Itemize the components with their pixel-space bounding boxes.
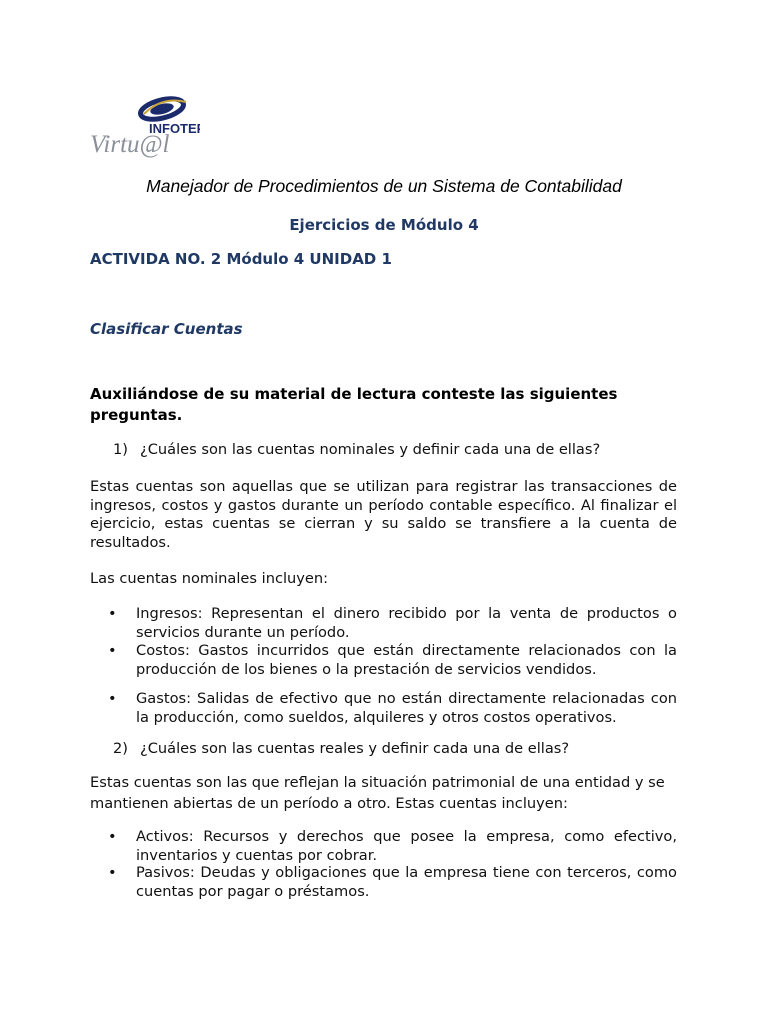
instructions: Auxiliándose de su material de lectura conteste las siguientes preguntas.	[90, 385, 618, 424]
question-number: 2)	[113, 740, 128, 757]
section-title: Clasificar Cuentas	[90, 320, 243, 338]
list-item-text: Costos: Gastos incurridos que están directamente relacionados con la producción de los bienes o la prestación de servicios vendidos.	[136, 642, 677, 678]
document-subtitle: Ejercicios de Módulo 4	[289, 216, 479, 234]
list-item	[108, 690, 677, 727]
bullet-marker: •	[108, 864, 117, 881]
logo-script-text: Virtu@l	[90, 131, 170, 158]
list-item-text: Ingresos: Representan el dinero recibido por la venta de productos o servicios durante un período.	[136, 605, 677, 641]
bullet-marker: •	[108, 642, 117, 659]
question-2	[113, 739, 569, 758]
answer-2-paragraph: Estas cuentas son las que reflejan la situación patrimonial de una entidad y se mantienen abiertas de un período a otro. Estas cuentas incluyen:	[90, 774, 665, 812]
list-item	[108, 864, 677, 901]
bullet-marker: •	[108, 690, 117, 707]
list-item	[108, 642, 677, 679]
document-title: Manejador de Procedimientos de un Sistema de Contabilidad	[146, 176, 622, 196]
list-item-text: Gastos: Salidas de efectivo que no están directamente relacionadas con la producción, como sueldos, alquileres y otros costos operativos.	[136, 690, 677, 726]
question-text: ¿Cuáles son las cuentas reales y definir cada una de ellas?	[140, 740, 570, 757]
logo-graphic	[88, 92, 200, 158]
logo-brand-text: INFOTEP	[149, 121, 200, 136]
bullet-marker: •	[108, 605, 117, 622]
question-number: 1)	[113, 441, 128, 458]
answer-1-paragraph: Estas cuentas son aquellas que se utilizan para registrar las transacciones de ingresos, costos y gastos durante un período contable específico. Al finalizar el ejercicio, estas cuentas se cierran y su saldo se transfiere a la cuenta de resultados.	[90, 478, 677, 551]
list-item-text: Activos: Recursos y derechos que posee la empresa, como efectivo, inventarios y cuentas por cobrar.	[136, 828, 677, 864]
question-text: ¿Cuáles son las cuentas nominales y definir cada una de ellas?	[140, 441, 601, 458]
bullet-marker: •	[108, 828, 117, 845]
question-1	[113, 440, 600, 459]
answer-1-intro: Las cuentas nominales incluyen:	[90, 570, 329, 587]
activity-heading: ACTIVIDA NO. 2 Módulo 4 UNIDAD 1	[90, 250, 392, 268]
list-item	[108, 828, 677, 865]
infotep-virtual-logo	[88, 92, 200, 158]
list-item-text: Pasivos: Deudas y obligaciones que la empresa tiene con terceros, como cuentas por pagar o préstamos.	[136, 864, 677, 900]
list-item	[108, 605, 677, 642]
